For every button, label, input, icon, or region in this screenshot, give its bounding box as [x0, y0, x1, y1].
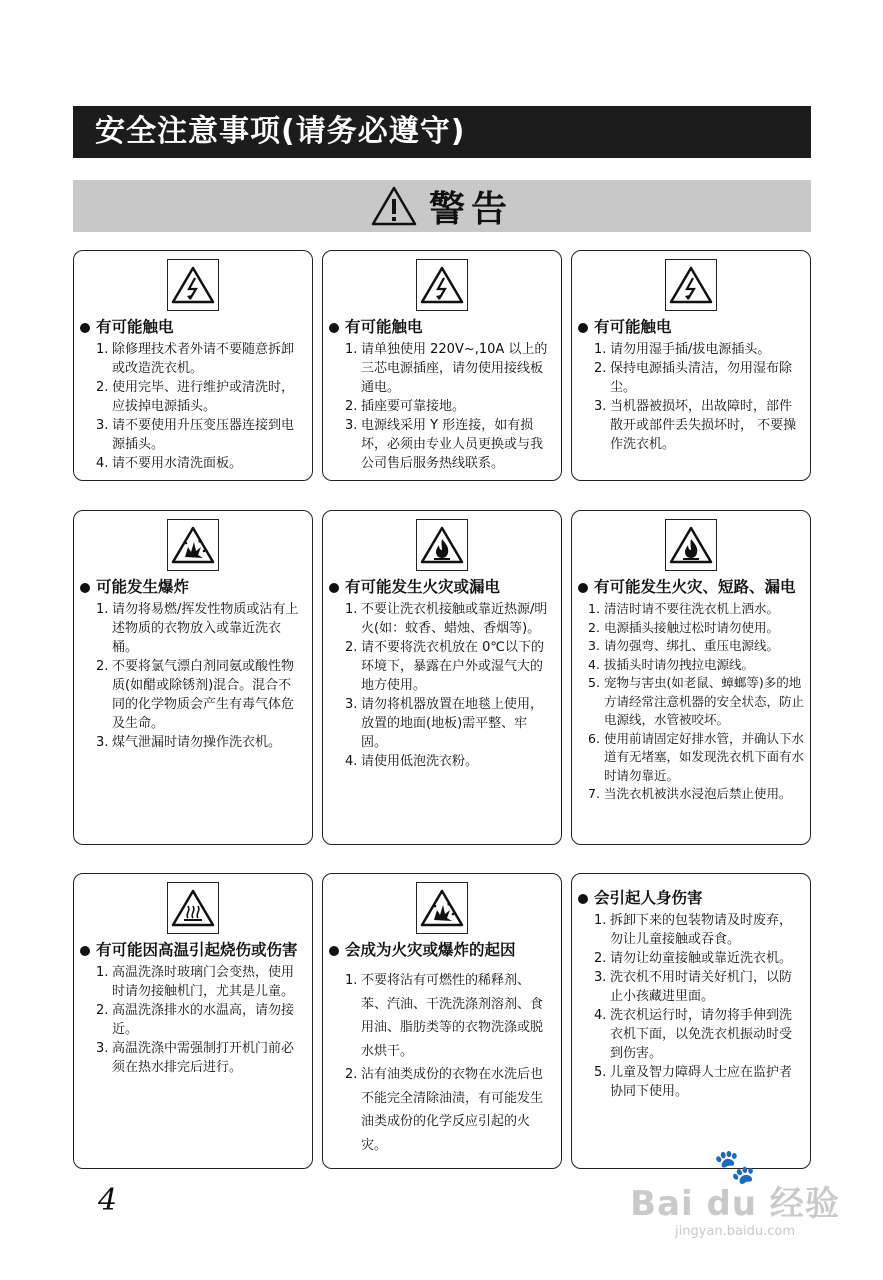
fire-icon [416, 519, 468, 571]
explosion-icon [167, 519, 219, 571]
warning-card [322, 250, 562, 481]
list-item: 2. 电源插头接触过松时请勿使用。 [588, 619, 780, 635]
card-list [323, 598, 561, 771]
list-item: 2. 请勿让幼童接触或靠近洗衣机。 [594, 951, 793, 966]
warning-card [73, 510, 313, 845]
list-item: 4. 请使用低泡洗衣粉。 [345, 754, 479, 769]
list-item: 3. 洗衣机不用时请关好机门，以防止小孩藏进里面。 [594, 970, 793, 1004]
bullet-icon [329, 323, 339, 333]
list-item: 1. 请勿将易燃/挥发性物质或沾有上述物质的衣物放入或靠近洗衣桶。 [96, 602, 299, 655]
card-heading: 有可能发生火灾、短路、漏电 [572, 577, 810, 598]
card-list [74, 338, 312, 473]
card-list [572, 909, 810, 1101]
bullet-icon [329, 583, 339, 593]
warning-card [73, 873, 313, 1169]
watermark-url: jingyan.baidu.com [675, 1224, 795, 1239]
list-item: 2. 不要将氯气漂白剂同氨或酸性物质(如醋或除锈剂)混合。混合不同的化学物质会产生有毒气体危及生命。 [96, 659, 295, 731]
list-item: 1. 请勿用湿手插/拔电源插头。 [594, 342, 771, 357]
bullet-icon [80, 583, 90, 593]
warning-card [571, 510, 811, 845]
electric-shock-icon [665, 259, 717, 311]
bullet-icon [578, 323, 588, 333]
card-heading: 有可能触电 [74, 317, 312, 338]
warning-triangle-icon [371, 185, 417, 227]
warning-card [73, 250, 313, 481]
list-item: 3. 请不要使用升压变压器连接到电源插头。 [96, 418, 295, 452]
list-item: 1. 请单独使用 220V~,10A 以上的三芯电源插座，请勿使用接线板通电。 [345, 342, 548, 395]
list-item: 2. 插座要可靠接地。 [345, 399, 466, 414]
list-item: 4. 请不要用水清洗面板。 [96, 456, 243, 471]
bullet-icon [80, 946, 90, 956]
warning-card [571, 250, 811, 481]
card-list [74, 961, 312, 1077]
card-heading: 有可能触电 [572, 317, 810, 338]
warning-card [571, 873, 811, 1169]
bullet-icon [80, 323, 90, 333]
list-item: 1. 不要让洗衣机接触或靠近热源/明火(如：蚊香、蜡烛、香烟等)。 [345, 602, 548, 636]
list-item: 3. 当机器被损坏，出故障时，部件散开或部件丢失损坏时， 不要操作洗衣机。 [594, 399, 797, 452]
list-item: 3. 高温洗涤中需强制打开机门前必须在热水排完后进行。 [96, 1041, 295, 1075]
list-item: 3. 请勿将机器放置在地毯上使用，放置的地面(地板)需平整、牢固。 [345, 697, 544, 750]
list-item: 5. 宠物与害虫(如老鼠、蟑螂等)多的地方请经常注意机器的安全状态，防止电源线，水管被咬坏。 [588, 675, 805, 727]
warning-label: 警告 [428, 188, 513, 230]
card-list [572, 598, 810, 804]
card-heading: 有可能触电 [323, 317, 561, 338]
hot-surface-icon [167, 882, 219, 934]
list-item: 6. 使用前请固定好排水管，并确认下水道有无堵塞，如发现洗衣机下面有水时请勿靠近。 [588, 730, 805, 783]
list-item: 1. 拆卸下来的包装物请及时废弃，勿让儿童接触或吞食。 [594, 913, 793, 947]
warning-card [322, 873, 562, 1169]
fire-icon [665, 519, 717, 571]
list-item: 4. 洗衣机运行时，请勿将手伸到洗衣机下面，以免洗衣机振动时受到伤害。 [594, 1008, 793, 1061]
electric-shock-icon [167, 259, 219, 311]
electric-shock-icon [416, 259, 468, 311]
card-list [323, 338, 561, 473]
list-item: 7. 当洗衣机被洪水浸泡后禁止使用。 [588, 786, 792, 801]
warning-card [322, 510, 562, 845]
list-item: 4. 拔插头时请勿拽拉电源线。 [588, 656, 755, 672]
card-heading: 可能发生爆炸 [74, 577, 312, 598]
list-item: 1. 高温洗涤时玻璃门会变热，使用时请勿接触机门，尤其是儿童。 [96, 965, 295, 999]
card-list [74, 598, 312, 752]
card-list [572, 338, 810, 454]
list-item: 2. 请不要将洗衣机放在 0℃以下的环境下，暴露在户外或湿气大的地方使用。 [345, 640, 545, 693]
list-item: 3. 煤气泄漏时请勿操作洗衣机。 [96, 735, 282, 750]
list-item: 3. 电源线采用 Y 形连接，如有损坏，必须由专业人员更换或与我公司售后服务热线联系。 [345, 418, 544, 471]
page-title: 安全注意事项(请务必遵守) [73, 106, 811, 158]
card-heading: 会成为火灾或爆炸的起因 [323, 940, 561, 961]
card-list [323, 961, 561, 1157]
list-item: 1. 不要将沾有可燃性的稀释剂、苯、汽油、干洗洗涤剂溶剂、食用油、脂肪类等的衣物洗涤或脱水烘干。 [345, 973, 544, 1059]
list-item: 1. 清洁时请不要往洗衣机上洒水。 [588, 601, 780, 616]
explosion-icon [416, 882, 468, 934]
bullet-icon [578, 583, 588, 593]
list-item: 5. 儿童及智力障碍人士应在监护者协同下使用。 [594, 1065, 793, 1099]
list-item: 2. 保持电源插头清洁，勿用湿布除尘。 [594, 361, 793, 395]
bullet-icon [578, 894, 588, 904]
card-heading: 会引起人身伤害 [572, 888, 810, 909]
watermark [630, 1147, 840, 1260]
watermark-brand: Bai du 经验 [630, 1184, 840, 1224]
page-number: 4 [98, 1183, 118, 1218]
card-heading: 有可能因高温引起烧伤或伤害 [74, 940, 312, 961]
list-item: 1. 除修理技术者外请不要随意拆卸或改造洗衣机。 [96, 342, 295, 376]
list-item: 2. 沾有油类成份的衣物在水洗后也不能完全清除油渍，有可能发生油类成份的化学反应引起的火灾。 [345, 1067, 544, 1153]
bullet-icon [329, 946, 339, 956]
paw-icon: 🐾 [713, 1147, 757, 1187]
list-item: 2. 使用完毕、进行维护或清洗时，应拔掉电源插头。 [96, 380, 295, 414]
warning-banner [73, 180, 811, 232]
card-heading: 有可能发生火灾或漏电 [323, 577, 561, 598]
list-item: 3. 请勿强弯、绑扎、重压电源线。 [588, 638, 780, 653]
list-item: 2. 高温洗涤排水的水温高，请勿接近。 [96, 1003, 295, 1037]
